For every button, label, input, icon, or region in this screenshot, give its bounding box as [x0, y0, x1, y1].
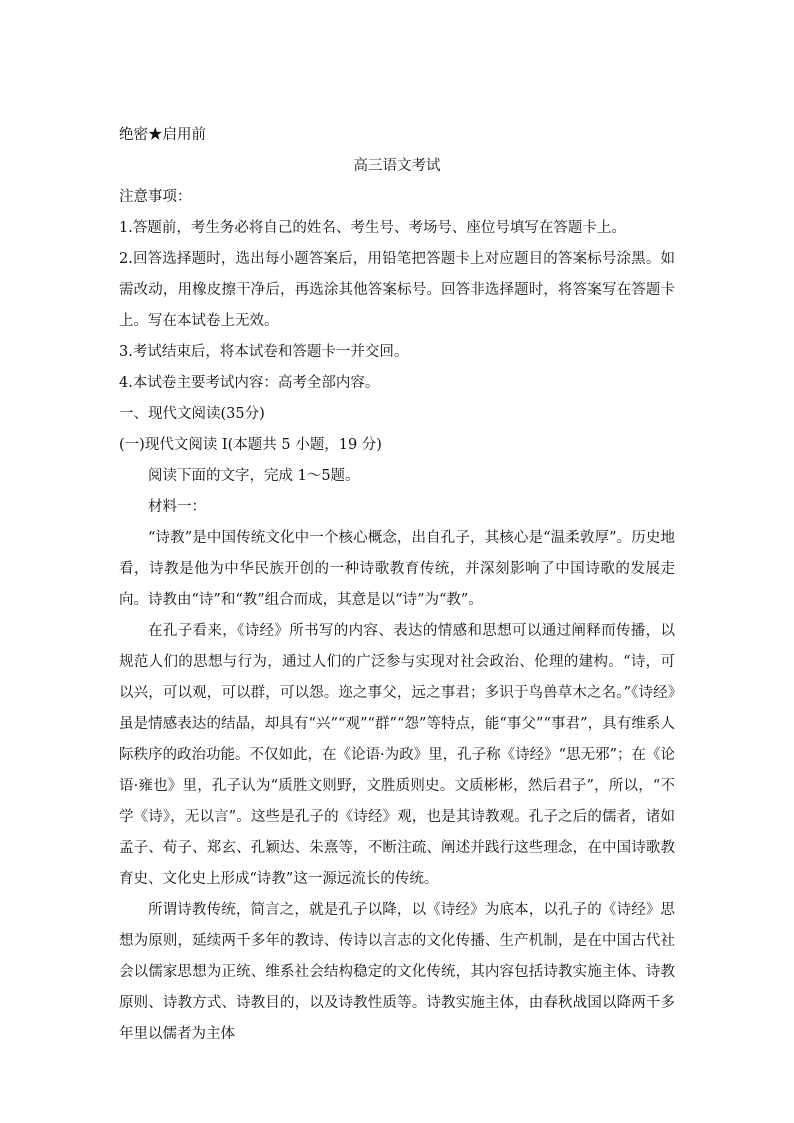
note-item-3: 3.考试结束后，将本试卷和答题卡一并交回。 — [119, 344, 409, 360]
notes-heading: 注意事项： — [119, 189, 192, 205]
material-label: 材料一： — [148, 499, 206, 515]
material-paragraph-2: 在孔子看来，《诗经》所书写的内容、表达的情感和思想可以通过阐释而传播，以规范人们的思想与行为，通过人们的广泛参与实现对社会政治、伦理的建构。“诗，可以兴，可以观，可以群，可以怨。迩之事父，远之事君；多识于鸟兽草木之名。”《诗经》虽是情感表达的结晶，却具有“兴”“观”“群”“怨”等特点，能“事父”“事君”，具有维系人际秩序的政治功能。不仅如此，在《论语·为政》里，孔子称《诗经》“思无邪”；在《论语·雍也》里，孔子认为“质胜文则野，文胜质则史。文质彬彬，然后君子”，所以，“不学《诗》，无以言”。这些是孔子的《诗经》观，也是其诗教观。孔子之后的儒者，诸如孟子、荀子、郑玄、孔颖达、朱熹等，不断注疏、阐述并践行这些理念，在中国诗歌教育史、文化史上形成“诗教”这一源远流长的传统。 — [119, 623, 675, 887]
note-item-4: 4.本试卷主要考试内容：高考全部内容。 — [119, 375, 380, 391]
exam-page — [119, 120, 675, 1050]
material-paragraph-1: “诗教”是中国传统文化中一个核心概念，出自孔子，其核心是“温柔敦厚”。历史地看，诗教是他为中华民族开创的一种诗歌教育传统，并深刻影响了中国诗歌的发展走向。诗教由“诗”和“教”组合而成，其意是以“诗”为“教”。 — [119, 530, 675, 608]
section-heading: 一、现代文阅读(35分) — [119, 406, 265, 422]
reading-instruction: 阅读下面的文字，完成 1～5题。 — [148, 468, 360, 484]
section-subheading: (一)现代文阅读 I(本题共 5 小题，19 分) — [119, 437, 382, 453]
note-item-1: 1.答题前，考生务必将自己的姓名、考生号、考场号、座位号填写在答题卡上。 — [119, 220, 626, 236]
exam-title: 高三语文考试 — [353, 158, 441, 174]
confidential-mark: 绝密★启用前 — [119, 127, 206, 143]
material-paragraph-3: 所谓诗教传统，简言之，就是孔子以降，以《诗经》为底本，以孔子的《诗经》思想为原则，延续两千多年的教诗、传诗以言志的文化传播、生产机制，是在中国古代社会以儒家思想为正统、维系社会结构稳定的文化传统，其内容包括诗教实施主体、诗教原则、诗教方式、诗教目的，以及诗教性质等。诗教实施主体，由春秋战国以降两千多年里以儒者为主体 — [119, 902, 675, 1042]
note-item-2: 2.回答选择题时，选出每小题答案后，用铅笔把答题卡上对应题目的答案标号涂黑。如需改动，用橡皮擦干净后，再选涂其他答案标号。回答非选择题时，将答案写在答题卡上。写在本试卷上无效。 — [119, 251, 675, 329]
